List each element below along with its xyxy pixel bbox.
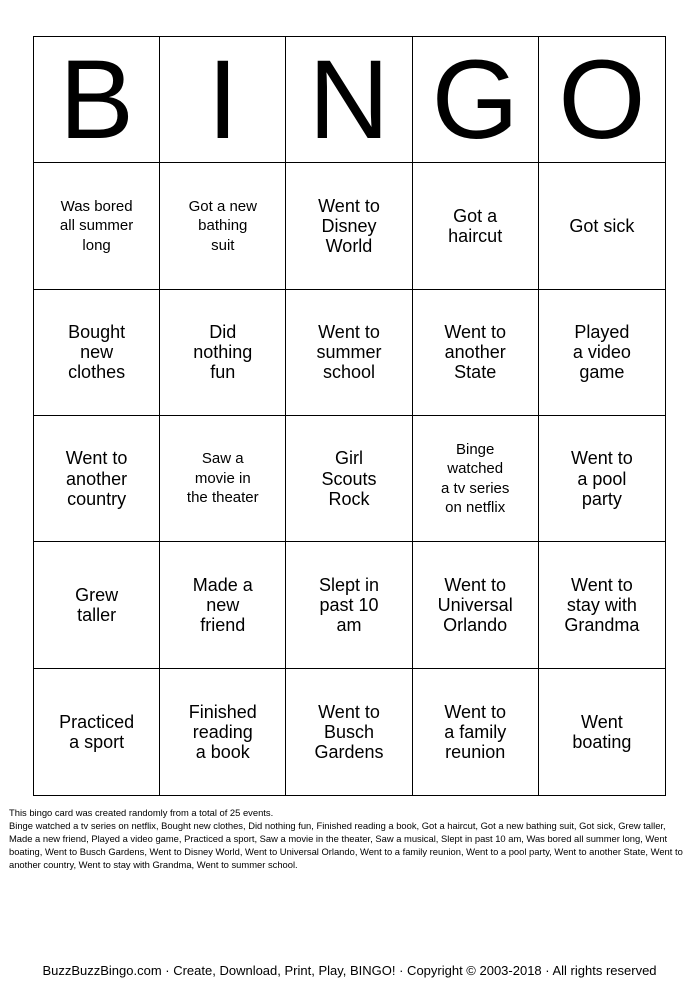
header-cell-g	[413, 37, 539, 163]
bingo-square-text: Practiced a sport	[59, 711, 135, 752]
bingo-card	[33, 36, 666, 796]
header-cell-b	[34, 37, 160, 163]
bingo-square	[413, 669, 539, 795]
bingo-square	[539, 290, 665, 416]
header-letter: G	[431, 36, 519, 162]
bingo-square	[160, 416, 286, 542]
header-letter: I	[207, 36, 239, 162]
header-cell-n	[286, 37, 412, 163]
bingo-square-text: Went to Busch Gardens	[314, 701, 384, 762]
copyright-footer: BuzzBuzzBingo.com · Create, Download, Print, Play, BINGO! · Copyright © 2003-2018 · All rights reserved	[42, 963, 657, 978]
bingo-square-text: Was bored all summer long	[59, 197, 134, 254]
event-list: Binge watched a tv series on netflix, Bought new clothes, Did nothing fun, Finished reading a book, Got a haircut, Got a new bathing suit, Got sick, Grew taller, Made a new friend, Played a video game, Practiced a sport, Saw a movie in the theater, Saw a musical, Slept in past 10 am, Was bored all summer long, Went boating, Went to Busch Gardens, Went to Disney World, Went to Universal Orlando, Went to a family reunion, Went to a pool party, Went to another State, Went to another country, Went to stay with Grandma, Went to summer school.	[9, 820, 683, 870]
bingo-square-text: Binge watched a tv series on netflix	[441, 440, 510, 517]
bingo-square-text: Went to a family reunion	[444, 701, 507, 762]
bingo-square	[539, 163, 665, 289]
bingo-square	[286, 542, 412, 668]
bingo-square	[160, 290, 286, 416]
bingo-square	[160, 163, 286, 289]
bingo-square-text: Went to a pool party	[571, 448, 633, 509]
bingo-square-text: Bought new clothes	[68, 322, 126, 383]
bingo-square-text: Did nothing fun	[193, 322, 253, 383]
bingo-square	[539, 416, 665, 542]
bingo-square-text: Grew taller	[75, 584, 119, 625]
header-cell-o	[539, 37, 665, 163]
bingo-square-text: Played a video game	[572, 322, 631, 383]
bingo-square-text: Got sick	[569, 215, 635, 236]
bingo-square	[413, 542, 539, 668]
bingo-square	[34, 163, 160, 289]
bingo-square-text: Went to summer school	[316, 322, 382, 383]
bingo-square	[160, 669, 286, 795]
bingo-square-text: Slept in past 10 am	[318, 574, 380, 636]
bingo-square	[34, 290, 160, 416]
header-letter: N	[308, 36, 390, 162]
bingo-square-text: Went boating	[572, 711, 632, 752]
bingo-square	[34, 669, 160, 795]
header-letter: O	[558, 36, 646, 162]
bingo-square-text: Went to stay with Grandma	[564, 574, 640, 636]
bingo-square-text: Saw a movie in the theater	[186, 450, 259, 507]
bingo-square-text: Got a haircut	[448, 205, 503, 246]
card-description	[9, 806, 691, 871]
bingo-square-text: Went to another State	[444, 322, 507, 383]
bingo-square	[160, 542, 286, 668]
bingo-square-text: Finished reading a book	[188, 701, 257, 762]
bingo-square	[34, 416, 160, 542]
bingo-square	[413, 416, 539, 542]
bingo-square-text: Made a new friend	[192, 574, 253, 636]
bingo-square	[286, 416, 412, 542]
bingo-square	[286, 290, 412, 416]
bingo-square-text: Girl Scouts Rock	[321, 448, 377, 509]
header-cell-i	[160, 37, 286, 163]
bingo-square-text: Went to Universal Orlando	[437, 574, 513, 636]
bingo-square-text: Went to another country	[65, 448, 128, 509]
bingo-square	[286, 163, 412, 289]
header-letter: B	[59, 36, 134, 162]
bingo-square	[413, 163, 539, 289]
bingo-square	[34, 542, 160, 668]
bingo-square	[539, 542, 665, 668]
bingo-square	[286, 669, 412, 795]
card-description-intro: This bingo card was created randomly from a total of 25 events.	[9, 807, 274, 818]
bingo-square-text: Went to Disney World	[318, 195, 380, 257]
bingo-square	[539, 669, 665, 795]
bingo-square	[413, 290, 539, 416]
bingo-square-text: Got a new bathing suit	[188, 197, 257, 254]
